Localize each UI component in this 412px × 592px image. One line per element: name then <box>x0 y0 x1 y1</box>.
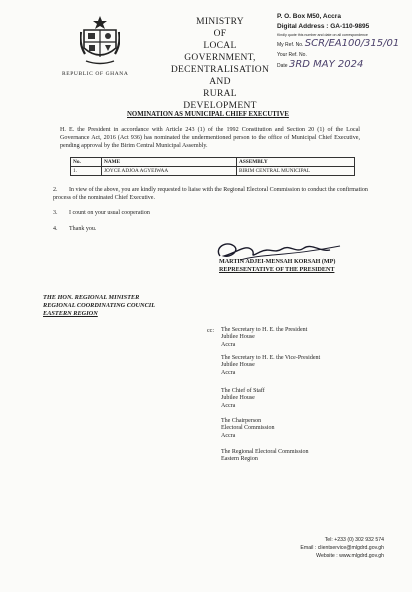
table-header-row: No. NAME ASSEMBLY <box>71 158 355 167</box>
footer-contact <box>284 536 384 560</box>
footer-tel: Tel: +233 (0) 302 932 574 <box>324 537 384 543</box>
cc-item: The Chairperson Electoral Commission Accra <box>221 418 275 439</box>
date-row: Date 3RD MAY 2024 <box>277 59 364 70</box>
nomination-table <box>70 157 355 176</box>
letter-title: NOMINATION AS MUNICIPAL CHIEF EXECUTIVE <box>127 111 289 118</box>
ref-number: SCR/EA100/315/01 <box>304 38 400 49</box>
coat-of-arms-emblem <box>80 14 120 66</box>
quote-note: Kindly quote this number and date on all correspondence <box>277 33 368 37</box>
ministry-heading: MINISTRY OF LOCAL GOVERNMENT, DECENTRALISATION AND RURAL DEVELOPMENT <box>170 17 270 111</box>
your-ref-row: Your Ref. No. <box>277 52 307 58</box>
signer-name: MARTIN ADJEI-MENSAH KORSAH (MP) <box>219 259 336 265</box>
paragraph-2: 2. In view of the above, you are kindly requested to liaise with the Regional Electoral Commission to conduct the confirmation process of the nominated Chief Executive. <box>53 187 368 201</box>
cc-item: The Secretary to H. E. the President Jubilee House Accra <box>221 327 308 348</box>
letter-date: 3RD MAY 2024 <box>288 59 364 70</box>
cc-label: cc: <box>207 328 214 334</box>
po-box: P. O. Box M50, Accra <box>277 13 341 20</box>
paragraph-3: 3. I count on your usual cooperation <box>53 210 150 216</box>
cc-item: The Regional Electoral Commission Eastern Region <box>221 449 309 463</box>
paragraph-4: 4. Thank you. <box>53 226 97 232</box>
footer-website: Website : www.mlgdrd.gov.gh <box>316 553 384 559</box>
paragraph-1: H. E. the President in accordance with Article 243 (1) of the 1992 Constitution and Section 20 (1) of the Local Governance Act, 2016 (Act 936) has nominated the undermentioned person to the office of Municipal Chief Executive, pending approval by the Birim Central Municipal Assembly. <box>60 127 360 149</box>
table-row: 1. JOYCE ADJOA AGYEIWAA BIRIM CENTRAL MUNICIPAL <box>71 167 355 176</box>
signatory-block <box>219 258 335 274</box>
my-ref-row: My Ref. No. SCR/EA100/315/01 <box>277 38 400 49</box>
cc-item: The Secretary to H. E. the Vice-President Jubilee House Accra <box>221 355 321 376</box>
signer-title: REPRESENTATIVE OF THE PRESIDENT <box>219 267 335 273</box>
contact-block <box>277 12 399 71</box>
footer-email: Email : clientservice@mlgdrd.gov.gh <box>300 545 384 551</box>
addressee-block: THE HON. REGIONAL MINISTER REGIONAL COORDINATING COUNCIL EASTERN REGION <box>43 294 156 317</box>
digital-address: Digital Address : GA-110-9895 <box>277 23 370 30</box>
republic-label: REPUBLIC OF GHANA <box>62 71 129 77</box>
cc-item: The Chief of Staff Jubilee House Accra <box>221 388 265 409</box>
